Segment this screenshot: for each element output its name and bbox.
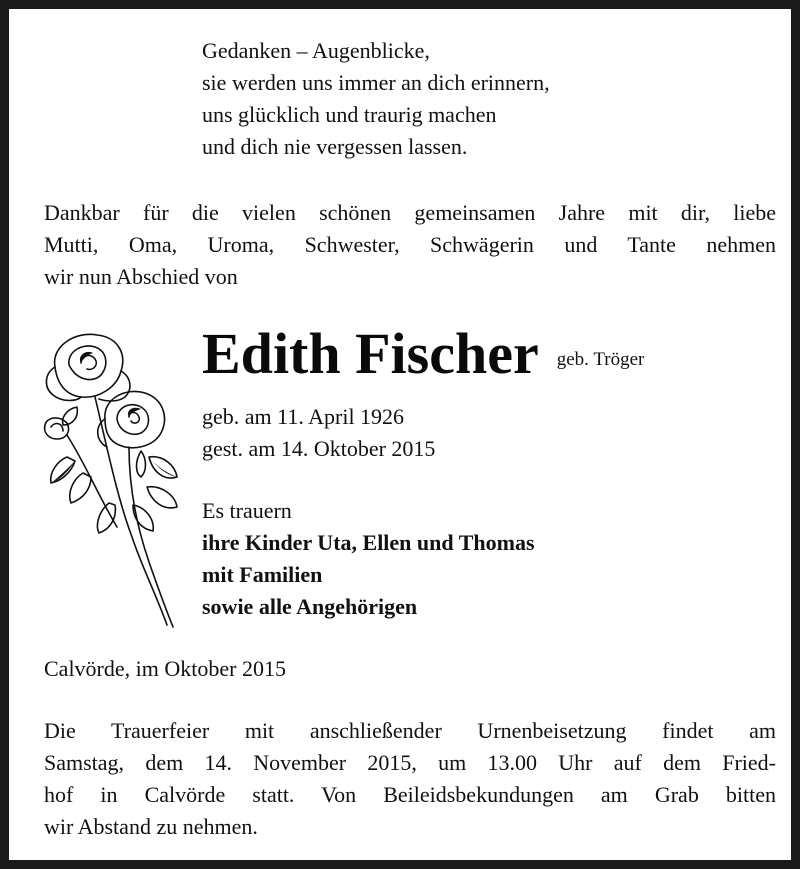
mourners-intro: Es trauern	[202, 498, 292, 523]
mourner-line: ihre Kinder Uta, Ellen und Thomas	[202, 530, 535, 555]
mourner-line: sowie alle Angehörigen	[202, 594, 418, 619]
poem-line: sie werden uns immer an dich erinnern,	[202, 70, 550, 95]
intro-line: Mutti, Oma, Uroma, Schwester, Schwägerin und Tante nehmen	[44, 232, 776, 257]
ceremony-line: wir Abstand zu nehmen.	[44, 814, 258, 839]
life-dates	[202, 401, 435, 465]
birth-date: geb. am 11. April 1926	[202, 404, 405, 429]
ceremony-line: Samstag, dem 14. November 2015, um 13.00 Uhr auf dem Fried-	[44, 750, 776, 775]
poem-line: Gedanken – Augenblicke,	[202, 38, 430, 63]
deceased-name-row	[202, 319, 644, 389]
mourner-line: mit Familien	[202, 562, 323, 587]
place-date: Calvörde, im Oktober 2015	[44, 656, 286, 681]
birth-name: geb. Tröger	[556, 349, 645, 370]
intro-line: wir nun Abschied von	[44, 264, 238, 289]
intro-line: Dankbar für die vielen schönen gemeinsamen Jahre mit dir, liebe	[44, 200, 776, 225]
mourners-block	[202, 495, 535, 623]
intro-paragraph	[44, 197, 776, 293]
poem-line: und dich nie vergessen lassen.	[202, 134, 468, 159]
ceremony-paragraph	[44, 715, 776, 843]
ceremony-line: Die Trauerfeier mit anschließender Urnenbeisetzung findet am	[44, 718, 776, 743]
death-date: gest. am 14. Oktober 2015	[202, 436, 436, 461]
ceremony-line: hof in Calvörde statt. Von Beileidsbekundungen am Grab bitten	[44, 782, 776, 807]
memorial-poem	[202, 35, 550, 163]
rose-illustration-icon	[37, 327, 197, 632]
poem-line: uns glücklich und traurig machen	[202, 102, 497, 127]
deceased-name: Edith Fischer	[202, 321, 539, 386]
